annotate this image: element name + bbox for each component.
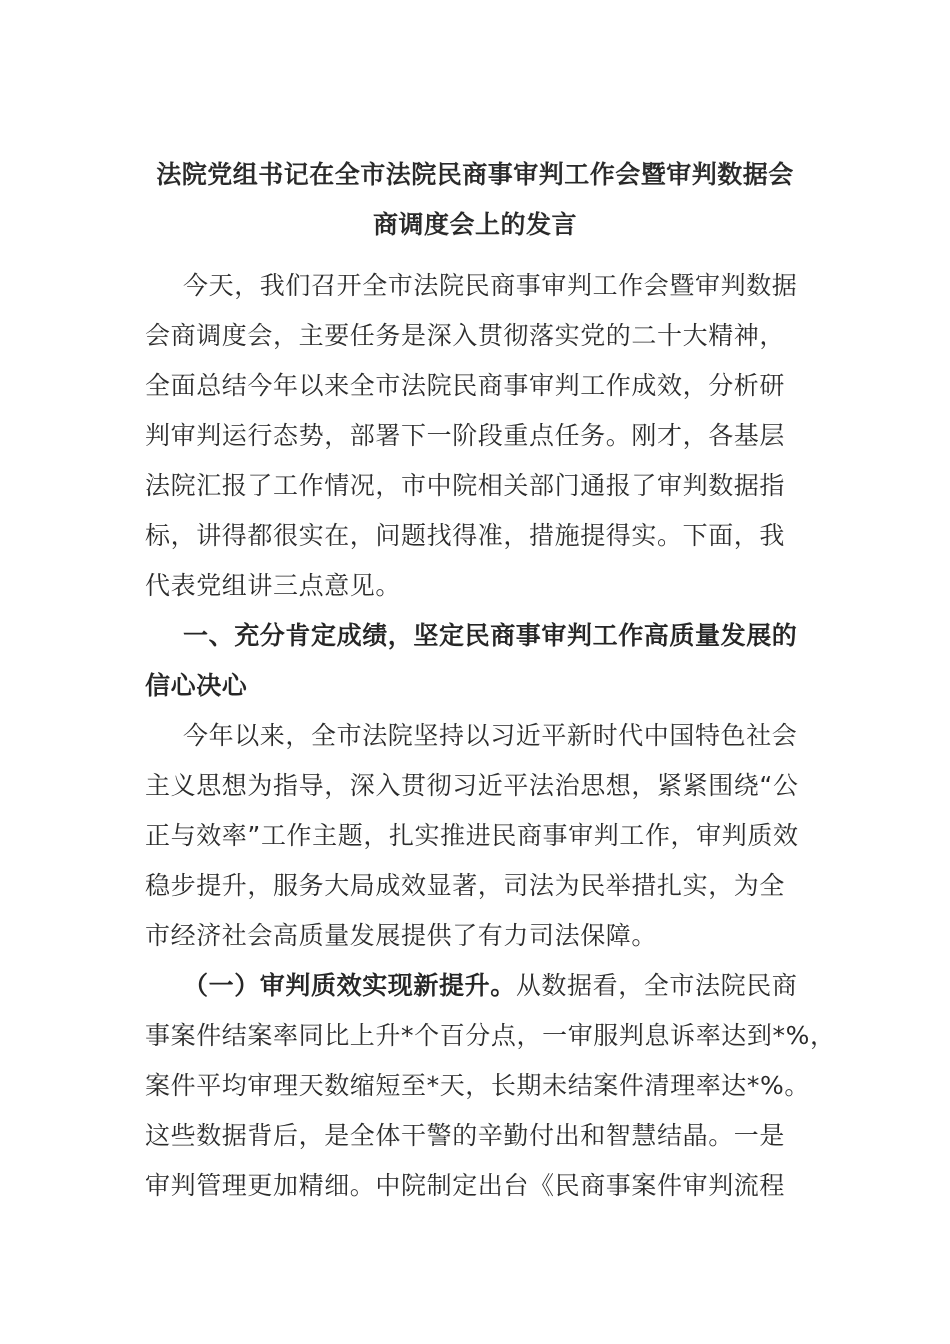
document-title <box>120 150 830 250</box>
section-heading-line: 一、充分肯定成绩，坚定民商事审判工作高质量发展的 <box>183 621 798 650</box>
paragraph-line: 主义思想为指导，深入贯彻习近平法治思想，紧紧围绕“公 <box>145 771 799 800</box>
section-heading-line: 信心决心 <box>145 671 248 700</box>
paragraph-line: 案件平均审理天数缩短至*天，长期未结案件清理率达*%。 <box>145 1071 810 1100</box>
paragraph-line: 会商调度会，主要任务是深入贯彻落实党的二十大精神， <box>145 321 786 350</box>
paragraph-line: 今年以来，全市法院坚持以习近平新时代中国特色社会 <box>183 721 798 750</box>
paragraph-line: 正与效率”工作主题，扎实推进民商事审判工作，审判质效 <box>145 821 799 850</box>
paragraph-line: 审判管理更加精细。中院制定出台《民商事案件审判流程 <box>145 1171 786 1200</box>
subsection-text: 从数据看，全市法院民商 <box>515 971 798 1000</box>
title-line: 商调度会上的发言 <box>372 210 577 239</box>
paragraph-line: 标，讲得都很实在，问题找得准，措施提得实。下面，我 <box>145 521 786 550</box>
paragraph-line: 今天，我们召开全市法院民商事审判工作会暨审判数据 <box>183 271 798 300</box>
paragraph-line: 稳步提升，服务大局成效显著，司法为民举措扎实，为全 <box>145 871 786 900</box>
paragraph-line: 事案件结案率同比上升*个百分点，一审服判息诉率达到*%， <box>145 1021 836 1050</box>
paragraph-line: 代表党组讲三点意见。 <box>145 571 402 600</box>
paragraph-line: 判审判运行态势，部署下一阶段重点任务。刚才，各基层 <box>145 421 786 450</box>
paragraph-line: 全面总结今年以来全市法院民商事审判工作成效，分析研 <box>145 371 786 400</box>
title-line: 法院党组书记在全市法院民商事审判工作会暨审判数据会 <box>156 160 794 189</box>
subsection-heading: （一）审判质效实现新提升。 <box>183 971 516 1000</box>
paragraph-line: 市经济社会高质量发展提供了有力司法保障。 <box>145 921 658 950</box>
paragraph-line: 这些数据背后，是全体干警的辛勤付出和智慧结晶。一是 <box>145 1121 786 1150</box>
subsection-first-line <box>183 971 797 1001</box>
paragraph-line: 法院汇报了工作情况，市中院相关部门通报了审判数据指 <box>145 471 786 500</box>
